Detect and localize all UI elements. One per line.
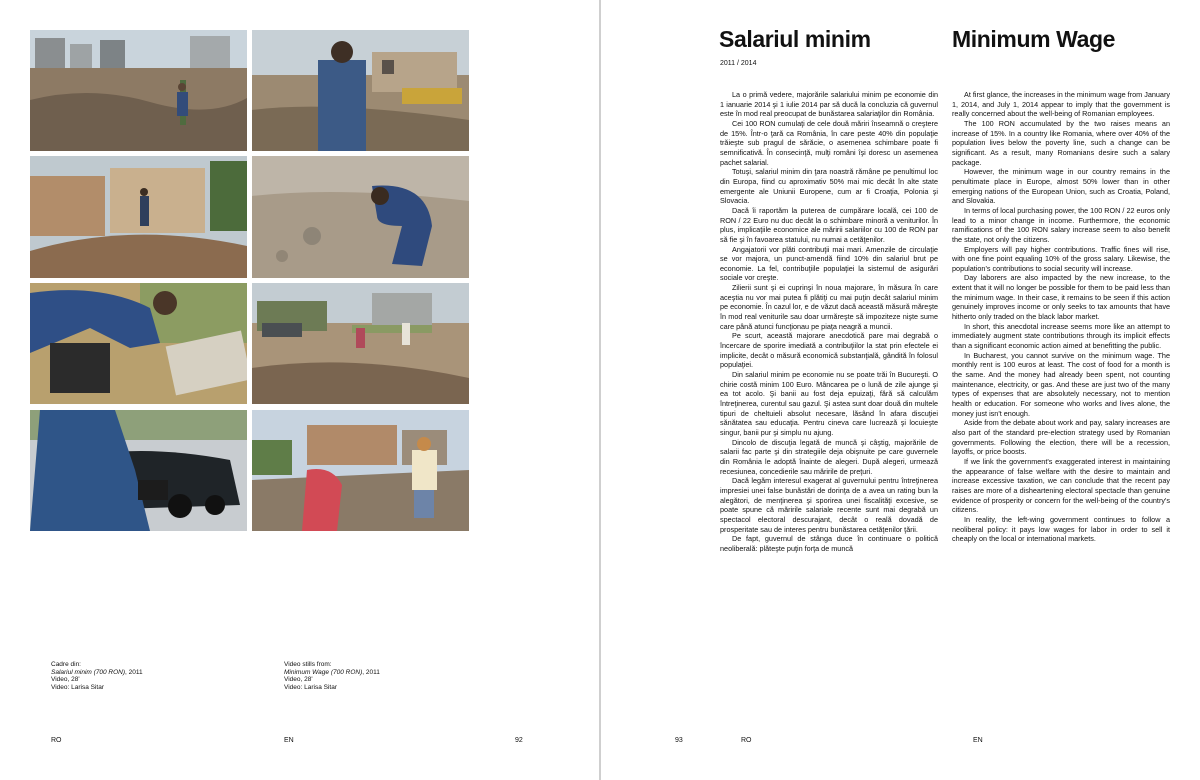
caption-ro-line3: Video, 28' [51,676,80,684]
text-column-ro [720,90,938,554]
caption-ro-line4: Video: Larisa Sitar [51,683,104,691]
title-en: Minimum Wage [952,26,1116,52]
years: 2011 / 2014 [720,60,757,67]
photo-2 [252,30,469,151]
caption-en-line4: Video: Larisa Sitar [284,683,337,691]
footer-lang-en-left: EN [284,737,294,744]
en-paragraph: However, the minimum wage in our country remains in the penultimate place in Europe, almost 50% lower than in other emerging nations of the European Union, such as Croatia, Poland, and Slovakia. [952,167,1170,206]
caption-en-line2 [284,669,380,677]
ro-paragraph: Zilierii sunt şi ei cuprinşi în noua majorare, în măsura în care aceştia nu vor mai putea fi plătiţi cu mai puţin decât salariul minim pe economie. În cazul lor, e de văzut dacă această măsură măreşte în mod real veniturile sau doar urmăreşte să impoziteze nişte sume care până atunci funcţionau pe piaţa neagră a muncii. [720,283,938,331]
footer-lang-ro-right: RO [741,737,752,744]
title-ro: Salariul minim [719,26,871,52]
ro-paragraph: De fapt, guvernul de stânga duce în continuare o politică neoliberală: plăteşte puţin forţa de muncă [720,534,938,553]
ro-paragraph: Dacă legăm interesul exagerat al guvernului pentru întreţinerea impresiei unei false bunăstări de dorinţa de a avea un rating bun la alegători, de menţinerea şi sporirea unei fiscalităţi excesive, se poate spune că măririle salariale recente sunt mai degrabă un spectacol electoral descurajant, decât o reală dovadă de prosperitate sau de interes pentru bunăstarea cetăţenilor ţării. [720,476,938,534]
footer-lang-en-right: EN [973,737,983,744]
en-paragraph: In terms of local purchasing power, the 100 RON / 22 euros only lead to a minor change in income. Furthermore, the economic ramifications of the 100 RON salary increase seem to also benefit the state, not only the citizens. [952,205,1170,244]
caption-ro-line2 [51,669,143,677]
en-paragraph: Aside from the debate about work and pay, salary increases are also part of the standard pre-election strategy used by Romanian governments. Following the election, there will be a recession, layoffs, or price boosts. [952,418,1170,457]
caption-ro-year: , 2011 [125,668,143,676]
en-paragraph: The 100 RON accumulated by the two raises means an increase of 15%. In a country like Romania, where over 40% of the population lives below the poverty line, such a change can be significant. As a result, many Romanians desire such a salary package. [952,118,1170,167]
photo-8 [252,410,469,531]
en-paragraph: If we link the government's exaggerated interest in maintaining the appearance of false welfare with the desire to maintain and increase excessive taxation, we can conclude that the recent pay raises are more of a disheartening electoral spectacle than genuine evidence of prosperity or concern for the well-being of the country's citizens. [952,456,1170,515]
ro-paragraph: Angajatorii vor plăti contribuţii mai mari. Amenzile de circulaţie se vor majora, un punct-amendă fiind 10% din salariul brut pe economie. La fel, contribuţiile populaţiei la sistemul de asigurări sociale vor creşte. [720,244,938,283]
photo-3 [30,156,247,278]
caption-ro [51,661,143,691]
page-number-left: 92 [515,737,523,744]
ro-paragraph: Cei 100 RON cumulaţi de cele două măriri înseamnă o creştere de 15%. Într-o ţară ca România, în care peste 40% din populaţie trăieşte sub pragul de sărăcie, o asemenea schimbare poate fi semnificativă. În consecinţă, mulţi români îşi doresc un asemenea pachet salarial. [720,118,938,167]
en-paragraph: In Bucharest, you cannot survive on the minimum wage. The monthly rent is 100 euros at least. The cost of food for a month is the same. And the money had already been spent, not counting maintenance, electricity, or gas. And these are just two of the many types of expenses that are absolutely necessary, not to mention health or education. For someone who works and lives alone, the money just isn't enough. [952,350,1170,418]
caption-en-line3: Video, 28' [284,676,313,684]
caption-en-title: Minimum Wage (700 RON) [284,668,363,676]
en-paragraph: In reality, the left-wing government continues to follow a neoliberal policy: it pays low wages for labor in order to sell it cheaply on the local or international markets. [952,514,1170,544]
ro-paragraph: Pe scurt, această majorare anecdotică pare mai degrabă o încercare de sporire imediată a contribuţiilor la stat prin efectele ei implicite, decât o măsură economică substanţială, gândită în folosul populaţiei. [720,331,938,370]
en-paragraph: At first glance, the increases in the minimum wage from January 1, 2014, and July 1, 2014 appear to imply that the government is really concerned about the well-being of Romanian employees. [952,90,1170,119]
text-column-en [952,90,1170,544]
ro-paragraph: Dincolo de discuţia legată de muncă şi câştig, majorările de salarii fac parte şi din strategiile deja obişnuite pe care guvernele din România le adoptă înainte de alegeri. După alegeri, urmează recesiunea, concedierile sau măririle de preţuri. [720,437,938,476]
photo-4 [252,156,469,278]
ro-paragraph: Totuşi, salariul minim din ţara noastră rămâne pe penultimul loc din Europa, fiind cu aproximativ 50% mai mic decât în alte state emergente ale Uniunii Europene, cum ar fi Croaţia, Polonia şi Slovacia. [720,167,938,206]
photo-5 [30,283,247,404]
en-paragraph: Day laborers are also impacted by the new increase, to the extent that it will no longer be possible for them to be paid less than the minimum wage. In their case, it remains to be seen if this action genuinely improves income or only seeks to tax amounts that have hitherto only traded on the black labor market. [952,273,1170,322]
caption-en-line1: Video stills from: [284,661,332,668]
caption-ro-title: Salariul minim (700 RON) [51,668,126,676]
page-number-right: 93 [675,737,683,744]
photo-1 [30,30,247,151]
caption-ro-line1: Cadre din: [51,661,81,668]
ro-paragraph: Dacă îi raportăm la puterea de cumpărare locală, cei 100 de RON / 22 Euro nu duc decât la o schimbare minoră a veniturilor. În plus, implicaţiile economice ale măririi salariilor cu 100 de RON par să fie şi în favoarea statului, nu numai a cetăţenilor. [720,205,938,244]
ro-paragraph: La o primă vedere, majorările salariului minim pe economie din 1 ianuarie 2014 şi 1 iulie 2014 par să ducă la concluzia că guvernul este în mod real preocupat de bunăstarea salariaţilor din România. [720,90,938,119]
caption-en [284,661,380,691]
photo-6 [252,283,469,404]
en-paragraph: Employers will pay higher contributions. Traffic fines will rise, with one fine point equaling 10% of the gross salary. Likewise, the population's contributions to social security will increase. [952,244,1170,273]
photo-7 [30,410,247,531]
footer-lang-ro-left: RO [51,737,62,744]
en-paragraph: In short, this anecdotal increase seems more like an attempt to immediately augment state contributions through its implicit effects than a significant economic action aimed at benefitting the public. [952,321,1170,351]
ro-paragraph: Din salariul minim pe economie nu se poate trăi în Bucureşti. O chirie costă minim 100 Euro. Mâncarea pe o lună de zile ajunge şi ea tot acolo. Şi banii au fost deja epuizaţi, fără să calculăm întreţinerea, curentul sau gazul. Şi astea sunt doar două din multele tipuri de cheltuieli absolut necesare, lăsând în afara discuţiei sănătatea sau educaţia. Pentru cineva care lucrează şi locuieşte singur, banii pur şi simplu nu ajung. [720,370,938,437]
caption-en-year: , 2011 [362,668,380,676]
